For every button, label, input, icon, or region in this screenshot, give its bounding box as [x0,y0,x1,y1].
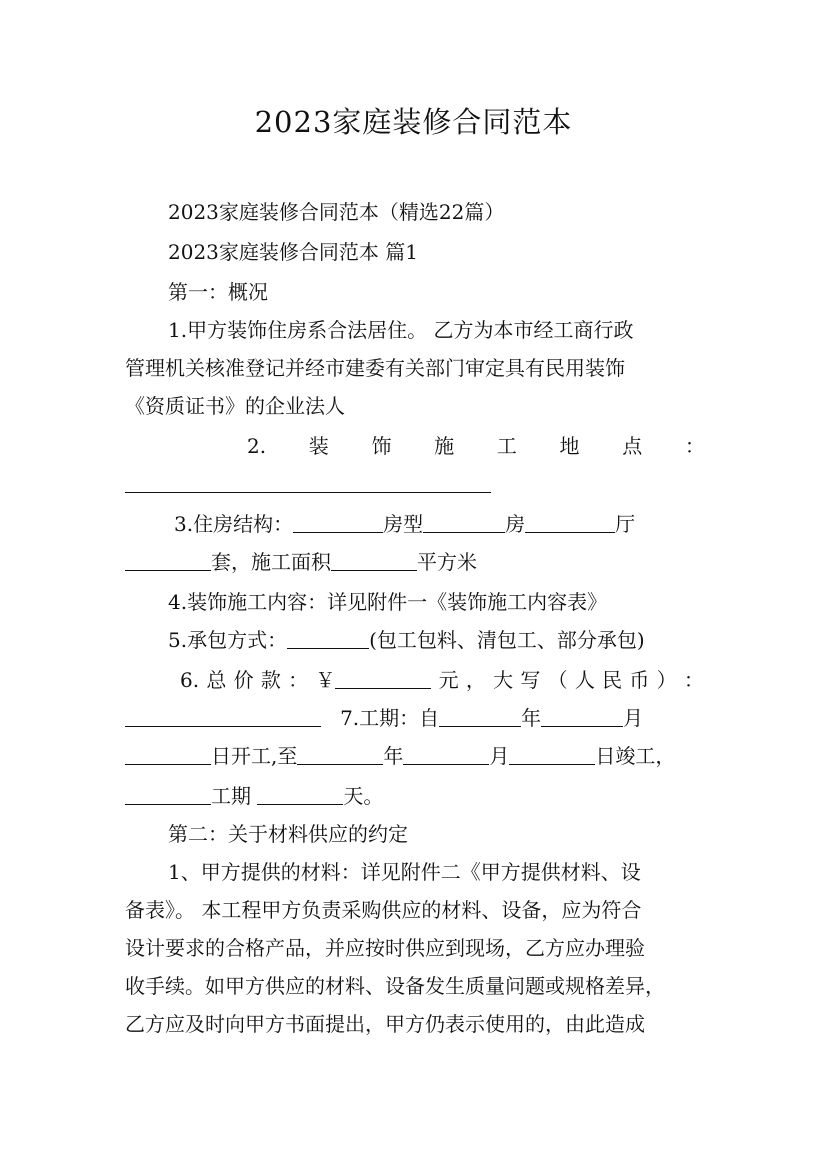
construction-content-line: 4.装饰施工内容：详见附件一《装饰施工内容表》 [168,590,608,614]
start-year-blank[interactable] [439,708,521,727]
paragraph-line: 管理机关核准登记并经市建委有关部门审定具有民用装饰 [125,356,625,380]
paragraph-line: 备表》。 本工程甲方负责采购供应的材料、设备，应为符合 [125,898,642,922]
paragraph-line: 设计要求的合格产品，并应按时供应到现场，乙方应办理验 [125,936,645,960]
section-heading-overview: 第一：概况 [168,280,268,304]
start-month-blank[interactable] [541,708,623,727]
subtitle-line: 2023家庭装修合同范本（精选22篇） [168,200,505,224]
area-blank[interactable] [331,552,417,571]
schedule-dates-line: 日开工,至 年 月 日竣工， [125,742,705,770]
paragraph-line: 乙方应及时向甲方书面提出，甲方仍表示使用的，由此造成 [125,1012,645,1036]
structure-blank[interactable] [293,514,383,533]
halls-blank[interactable] [125,552,211,571]
housing-structure-line: 3.住房结构： 房型 房 厅 [174,512,636,536]
site-address-blank[interactable] [125,474,491,493]
paragraph-line: 收手续。如甲方供应的材料、设备发生质量问题或规格差异， [125,974,665,998]
document-title: 2023家庭装修合同范本 [254,105,573,139]
contract-method-line: 5.承包方式： (包工包料、清包工、部分承包) [168,628,645,652]
paragraph-line: 《资质证书》的企业法人 [125,394,345,418]
amount-in-words-blank[interactable] [125,708,321,727]
duration-prefix-blank[interactable] [125,786,211,805]
construction-site-blank-line [125,470,705,498]
chapter-heading: 2023家庭装修合同范本 篇1 [168,240,418,264]
contract-method-blank[interactable] [287,630,369,649]
duration-line: 工期 天。 [125,782,705,810]
construction-site-line: 2. 装 饰 施 工 地 点 ： [247,434,705,458]
total-price-line: 6. 总 价 款 ： ￥ 元 ， 大 写 （ 人 民 币 ） ： [180,668,704,692]
construction-area-line: 套，施工面积 平方米 [125,548,705,576]
paragraph-line: 1、甲方提供的材料：详见附件二《甲方提供材料、设 [168,860,641,884]
paragraph-line: 1.甲方装饰住房系合法居住。 乙方为本市经工商行政 [168,318,634,342]
end-day-blank[interactable] [509,746,595,765]
start-day-blank[interactable] [125,746,211,765]
rooms-blank[interactable] [525,514,615,533]
end-month-blank[interactable] [403,746,489,765]
schedule-line: 7.工期：自 年 月 [125,704,705,732]
section-heading-materials: 第二：关于材料供应的约定 [168,822,408,846]
house-type-blank[interactable] [423,514,505,533]
end-year-blank[interactable] [297,746,383,765]
price-blank[interactable] [335,670,431,689]
duration-days-blank[interactable] [257,786,343,805]
